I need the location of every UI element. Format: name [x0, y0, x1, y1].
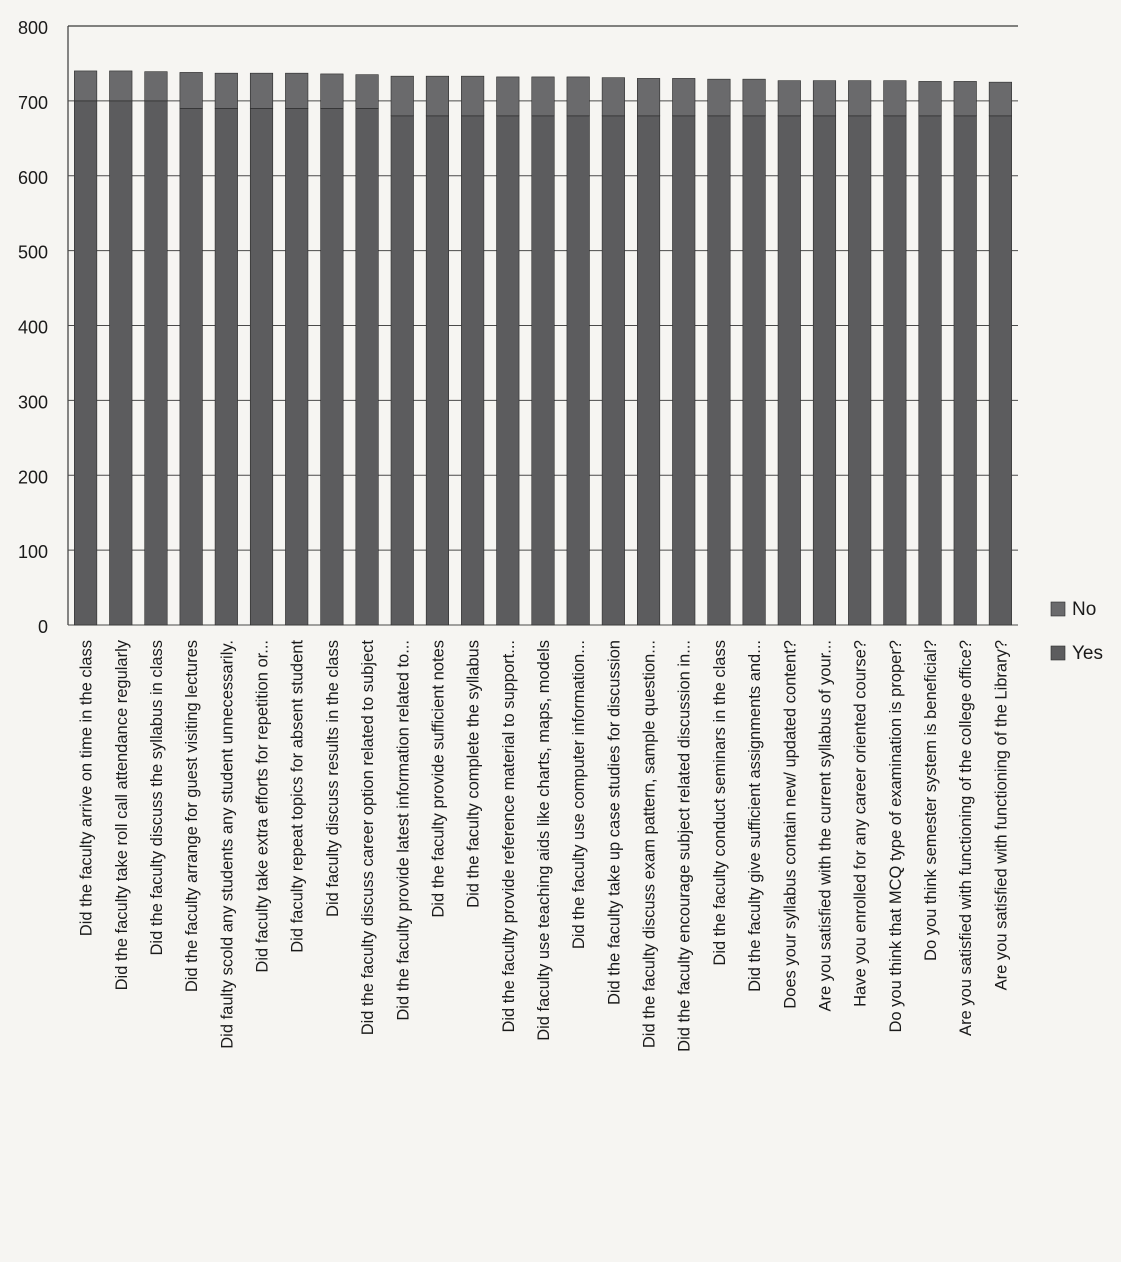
y-tick-label: 500	[17, 242, 48, 263]
bar-yes	[391, 116, 414, 625]
bar-no	[989, 82, 1012, 116]
x-tick-label: Did faculty repeat topics for absent student	[288, 640, 307, 953]
bar-yes	[426, 116, 449, 625]
bar-no	[497, 77, 520, 116]
x-tick-label: Did faculty take extra efforts for repetition or...	[253, 640, 272, 973]
bar-yes	[180, 108, 203, 625]
bar-yes	[954, 116, 977, 625]
bar-no	[637, 78, 660, 115]
x-tick-label: Did the faculty provide sufficient notes	[429, 640, 448, 918]
legend-swatch-no	[1051, 602, 1065, 616]
legend-label-yes: Yes	[1072, 643, 1103, 664]
bar-yes	[532, 116, 555, 625]
x-tick-label: Did the faculty discuss the syllabus in class	[147, 640, 166, 956]
bar-no	[110, 71, 133, 101]
bar-yes	[497, 116, 520, 625]
bar-no	[919, 81, 942, 115]
y-tick-label: 100	[17, 542, 48, 563]
y-tick-label: 200	[17, 467, 48, 488]
x-tick-label: Did the faculty provide reference material to support...	[499, 640, 518, 1033]
bar-yes	[602, 116, 625, 625]
bar-no	[356, 75, 379, 109]
x-tick-label: Did faulty scold any students any student unnecessarily.	[218, 640, 237, 1049]
bar-yes	[285, 108, 308, 625]
bar-no	[884, 81, 907, 116]
bar-no	[74, 71, 97, 101]
x-tick-label: Did faculty use teaching aids like charts, maps, models	[535, 640, 553, 1041]
bar-no	[461, 76, 484, 116]
x-tick-label: Are you satisfied with functioning of the Library?	[992, 640, 1011, 991]
x-tick-label: Have you enrolled for any career oriented course?	[851, 640, 870, 1007]
x-tick-label: Did the faculty discuss career option related to subject	[359, 640, 378, 1036]
bar-no	[250, 73, 273, 108]
x-tick-label: Does your syllabus contain new/ updated content?	[781, 640, 800, 1009]
bar-yes	[215, 108, 238, 625]
legend-swatch-yes	[1051, 646, 1065, 660]
bar-yes	[250, 108, 273, 625]
bar-no	[813, 81, 836, 116]
bar-yes	[567, 116, 590, 625]
bar-no	[708, 79, 731, 116]
bar-yes	[919, 116, 942, 625]
bar-no	[672, 78, 695, 115]
x-tick-label: Did the faculty discuss exam pattern, sample question...	[640, 640, 659, 1049]
bar-no	[778, 81, 801, 116]
bar-no	[567, 77, 590, 116]
bar-yes	[778, 116, 801, 625]
bar-no	[602, 78, 625, 116]
bar-no	[954, 81, 977, 115]
x-tick-label: Did the faculty arrange for guest visiting lectures	[183, 640, 202, 993]
bar-no	[180, 72, 203, 108]
x-tick-label: Did the faculty complete the syllabus	[464, 640, 483, 908]
x-tick-label: Did the faculty give sufficient assignments and...	[746, 640, 765, 992]
bar-no	[848, 81, 871, 116]
bar-yes	[743, 116, 766, 625]
x-tick-label: Did the faculty arrive on time in the class	[77, 640, 96, 937]
bar-no	[391, 76, 414, 116]
bar-yes	[145, 101, 168, 625]
legend-label-no: No	[1072, 599, 1097, 620]
x-tick-label: Did the faculty encourage subject related discussion in...	[675, 640, 694, 1052]
x-tick-label: Did the faculty take up case studies for discussion	[605, 640, 624, 1006]
x-tick-label: Did the faculty provide latest information related to...	[394, 640, 413, 1021]
x-tick-label: Did the faculty conduct seminars in the class	[710, 640, 729, 966]
bar-yes	[321, 108, 344, 625]
bar-yes	[989, 116, 1012, 625]
y-tick-label: 600	[17, 167, 48, 188]
bar-yes	[110, 101, 133, 625]
y-tick-label: 800	[17, 18, 48, 38]
x-tick-label: Are you satisfied with the current syllabus of your...	[816, 639, 835, 1012]
x-tick-label: Did faculty discuss results in the class	[323, 640, 342, 917]
x-tick-label: Did the faculty use computer information...	[570, 640, 589, 950]
x-tick-label: Do you think that MCQ type of examination is proper?	[886, 639, 905, 1033]
y-tick-label: 300	[17, 392, 48, 413]
bar-no	[743, 79, 766, 116]
bar-no	[215, 73, 238, 108]
bar-yes	[848, 116, 871, 625]
y-tick-label: 0	[37, 617, 48, 637]
y-tick-label: 400	[17, 317, 48, 338]
x-tick-label: Are you satisfied with functioning of the college office?	[957, 639, 976, 1036]
bar-yes	[884, 116, 907, 625]
bar-yes	[672, 116, 695, 625]
bar-no	[426, 76, 449, 116]
bar-yes	[708, 116, 731, 625]
bar-no	[532, 77, 555, 116]
bar-no	[145, 72, 168, 101]
x-tick-label: Do you think semester system is beneficial?	[922, 640, 941, 961]
bar-yes	[461, 116, 484, 625]
bar-yes	[637, 116, 660, 625]
bar-no	[321, 74, 344, 108]
y-tick-label: 700	[17, 92, 48, 113]
bar-yes	[74, 101, 97, 625]
bar-yes	[813, 116, 836, 625]
bar-yes	[356, 108, 379, 625]
x-tick-label: Did the faculty take roll call attendance regularly	[112, 640, 131, 991]
bar-no	[285, 73, 308, 108]
